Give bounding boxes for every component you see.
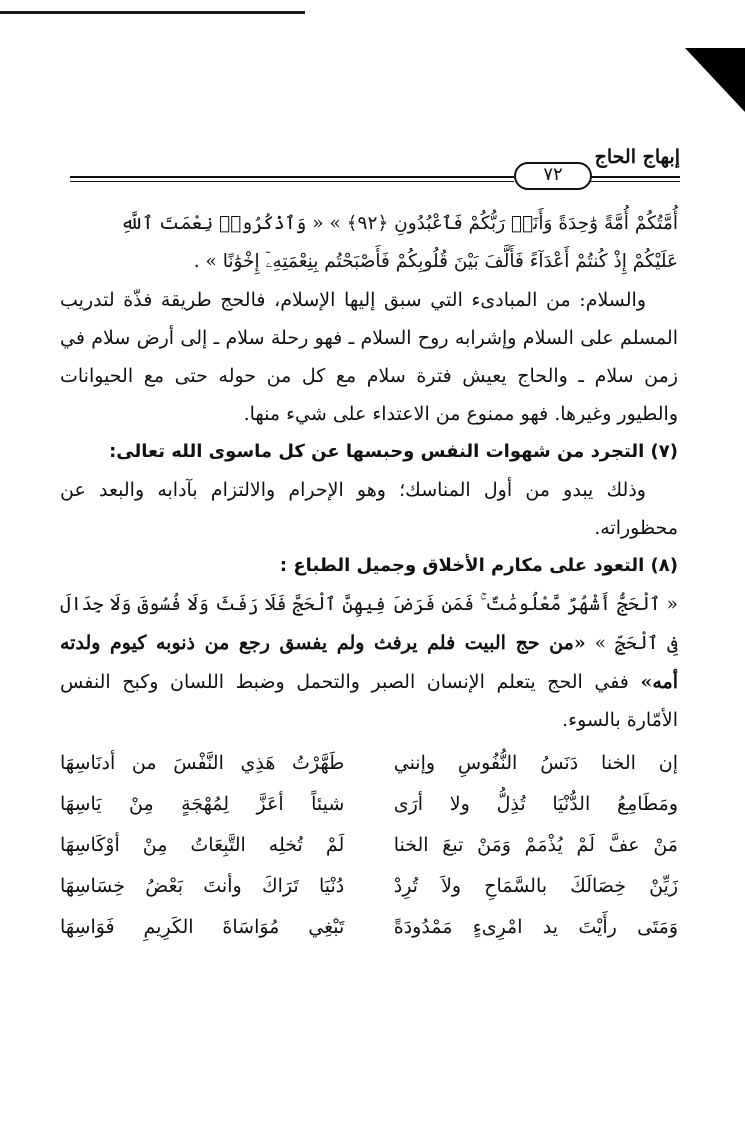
poem-verse (60, 866, 678, 907)
poem-second-hemistich: دُنْيَا تَرَاكَ وأنتَ بَعْضُ خِسَاسِهَا (60, 875, 345, 897)
poem-second-hemistich: شيئاً أعَزَّ لِمُهْجَةٍ مِنْ يَاسِهَا (60, 793, 345, 815)
poem-first-hemistich: إن الخنا دَنَسُ النُّفُوسِ وإنني (393, 752, 678, 774)
section-heading-8: (٨) التعود على مكارم الأخلاق وجميل الطباع : (279, 555, 678, 576)
paragraph-7: وذلك يبدو من أول المناسك؛ وهو الإحرام والالتزام بآدابه والبعد عن محظوراته. (60, 479, 678, 539)
poem-second-hemistich: تَبْغِي مُوَاسَاةَ الكَرِيمِ فَوَاسِهَا (60, 916, 345, 938)
poem-first-hemistich: زَيِّنْ خِصَالَكَ بالسَّمَاحِ ولاَ تُرِدْ (393, 875, 678, 897)
quran-verse-hajj: « ٱلْحَجُّ أَشْهُرٌ مَّعْلُومَٰتٌ ۚ فَمَن فَرَضَ فِيهِنَّ ٱلْحَجَّ فَلَا رَفَثَ وَلَا فُسُوقَ وَلَا جِدَالَ فِى ٱلْحَجِّ » (60, 594, 678, 654)
quran-verse-line-2: عَلَيْكُمْ إِذْ كُنتُمْ أَعْدَآءً فَأَلَّفَ بَيْنَ قُلُوبِكُمْ فَأَصْبَحْتُم بِنِعْمَتِهِۦٓ إِخْوَٰنًا » . (193, 251, 678, 272)
page-number: ٧٢ (514, 162, 592, 190)
poem-second-hemistich: طَهَّرْتُ هَذِي النَّفْسَ من أدنَاسِهَا (60, 752, 345, 774)
header-rule-lower-left (70, 181, 514, 182)
page-body (60, 205, 678, 948)
header-rule-upper-right (588, 176, 680, 178)
poem-first-hemistich: ومَطَامِعُ الدُّنْيَا تُذِلُّ ولا أرَى (393, 793, 678, 815)
paragraph-8 (60, 585, 678, 739)
header-rule-lower-right (588, 181, 680, 182)
page-corner-triangle (685, 44, 745, 114)
header-rule-upper-left (70, 176, 514, 178)
poem-verse (60, 743, 678, 784)
poem-first-hemistich: وَمَتَى رأَيْتَ يد امْرِىءٍ مَمْدُودَةً (393, 916, 678, 938)
poem-first-hemistich: مَنْ عفَّ لَمْ يُذْمَمْ وَمَنْ تبعَ الخنا (393, 834, 678, 856)
scan-edge-rule (0, 11, 305, 14)
paragraph-salam: والسلام: من المبادىء التي سبق إليها الإسلام، فالحج طريقة فذّة لتدريب المسلم على السلام وإشرابه روح السلام ـ فهو رحلة سلام ـ إلى أرض سلام في زمن سلام ـ والحاج يعيش فترة سلام مع كل من حوله حتى مع الحيوانات والطيور وغيرها. فهو ممنوع من الاعتداء على شيء منها. (60, 289, 678, 425)
page-header (70, 138, 680, 186)
quran-verse-line-1: أُمَّتُكُمْ أُمَّةً وَٰحِدَةً وَأَنَا۠ رَبُّكُمْ فَٱعْبُدُونِ ﴿٩٢﴾ » « وَٱذْكُرُوا۟ نِعْمَتَ ٱللَّهِ (120, 213, 678, 234)
poem-second-hemistich: لَمْ تُخلِه التَّبِعَاتُ مِنْ أوْكَاسِهَا (60, 834, 345, 856)
hadith-quote: «من حج البيت فلم يرفث ولم يفسق رجع من ذنوبه كيوم ولدته أمه» (60, 632, 678, 693)
poem (60, 743, 678, 948)
poem-verse (60, 907, 678, 948)
poem-verse (60, 825, 678, 866)
book-title: إبهاج الحاج (594, 146, 680, 168)
section-heading-7: (٧) التجرد من شهوات النفس وحبسها عن كل ماسوى الله تعالى: (109, 441, 678, 462)
poem-verse (60, 784, 678, 825)
paragraph-8-rest: ففي الحج يتعلم الإنسان الصبر والتحمل وضبط اللسان وكبح النفس الأمّارة بالسوء. (60, 671, 678, 731)
